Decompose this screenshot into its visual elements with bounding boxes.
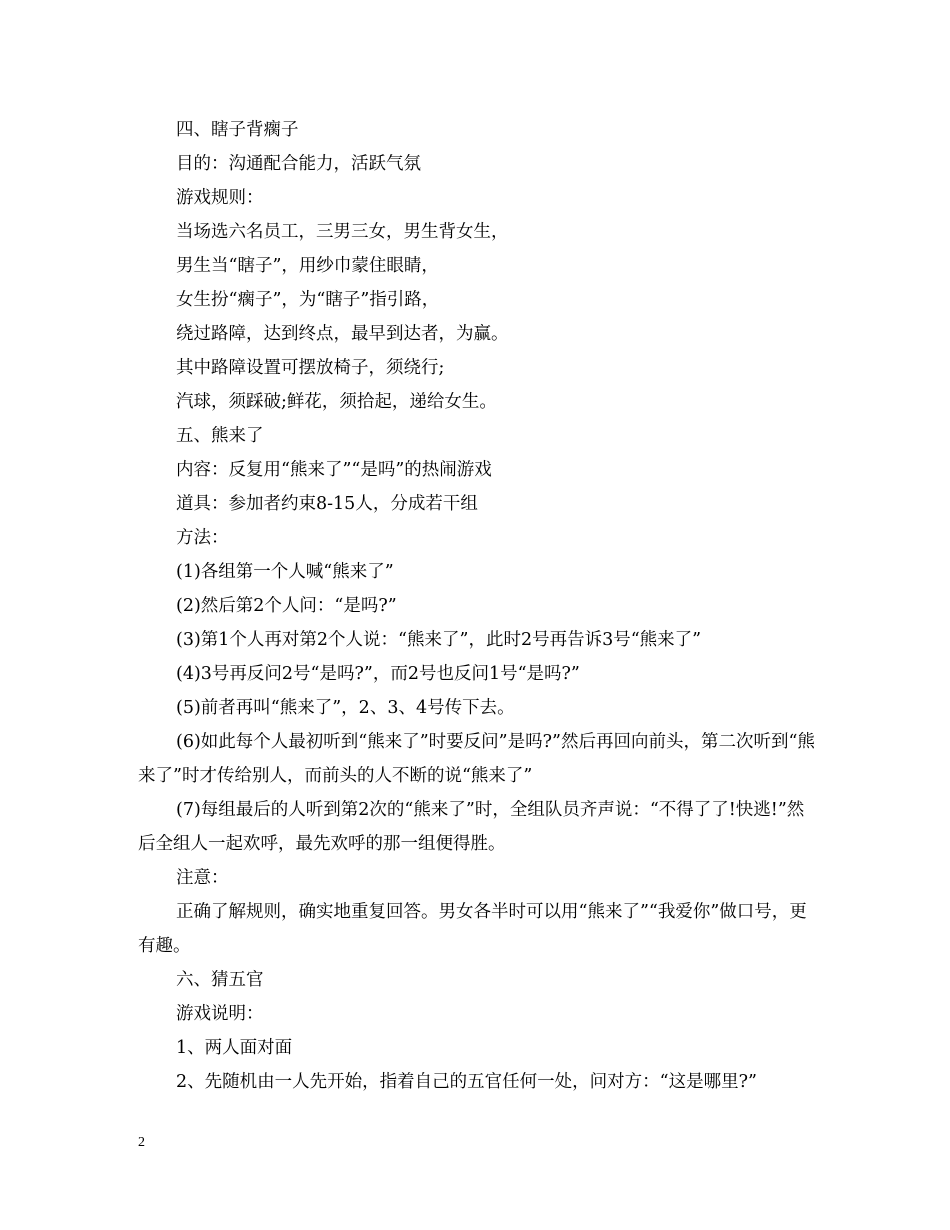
paragraph: 游戏说明：	[176, 1004, 264, 1024]
paragraph: (1)各组第一个人喊“熊来了”	[176, 562, 394, 582]
paragraph: 道具：参加者约束8-15人，分成若干组	[176, 494, 478, 514]
paragraph: 1、两人面对面	[176, 1038, 293, 1058]
document-body	[138, 113, 818, 1099]
paragraph: (4)3号再反问2号“是吗?”，而2号也反问1号“是吗?”	[176, 664, 580, 684]
paragraph: 注意：	[176, 868, 229, 888]
paragraph: (5)前者再叫“熊来了”，2、3、4号传下去。	[176, 698, 515, 718]
paragraph: (7)每组最后的人听到第2次的“熊来了”时，全组队员齐声说：“不得了了!快逃!”然后全组人一起欢呼，最先欢呼的那一组便得胜。	[138, 800, 805, 854]
paragraph: 其中路障设置可摆放椅子，须绕行;	[176, 358, 445, 378]
section-heading: 四、瞎子背瘸子	[176, 120, 299, 140]
paragraph: 绕过路障，达到终点，最早到达者，为赢。	[176, 324, 509, 344]
paragraph: 目的：沟通配合能力，活跃气氛	[176, 154, 421, 174]
paragraph: 2、先随机由一人先开始，指着自己的五官任何一处，问对方：“这是哪里?”	[176, 1072, 757, 1092]
paragraph: 男生当“瞎子”，用纱巾蒙住眼睛，	[176, 256, 439, 276]
paragraph: (3)第1个人再对第2个人说：“熊来了”，此时2号再告诉3号“熊来了”	[176, 630, 702, 650]
paragraph: 汽球，须踩破;鲜花，须拾起，递给女生。	[176, 392, 497, 412]
section-heading: 六、猜五官	[176, 970, 264, 990]
section-heading: 五、熊来了	[176, 426, 264, 446]
paragraph: (2)然后第2个人问：“是吗?”	[176, 596, 397, 616]
paragraph: 内容：反复用“熊来了”“是吗”的热闹游戏	[176, 460, 492, 480]
page-number: 2	[138, 1135, 145, 1150]
paragraph: 方法：	[176, 528, 229, 548]
paragraph: (6)如此每个人最初听到“熊来了”时要反问”是吗?”然后再回向前头，第二次听到“熊来了”时才传给别人，而前头的人不断的说“熊来了”	[138, 732, 815, 786]
paragraph: 女生扮“瘸子”，为“瞎子”指引路，	[176, 290, 440, 310]
paragraph: 正确了解规则，确实地重复回答。男女各半时可以用“熊来了”“我爱你”做口号，更有趣。	[138, 902, 807, 956]
paragraph: 游戏规则：	[176, 188, 264, 208]
paragraph: 当场选六名员工，三男三女，男生背女生，	[176, 222, 509, 242]
